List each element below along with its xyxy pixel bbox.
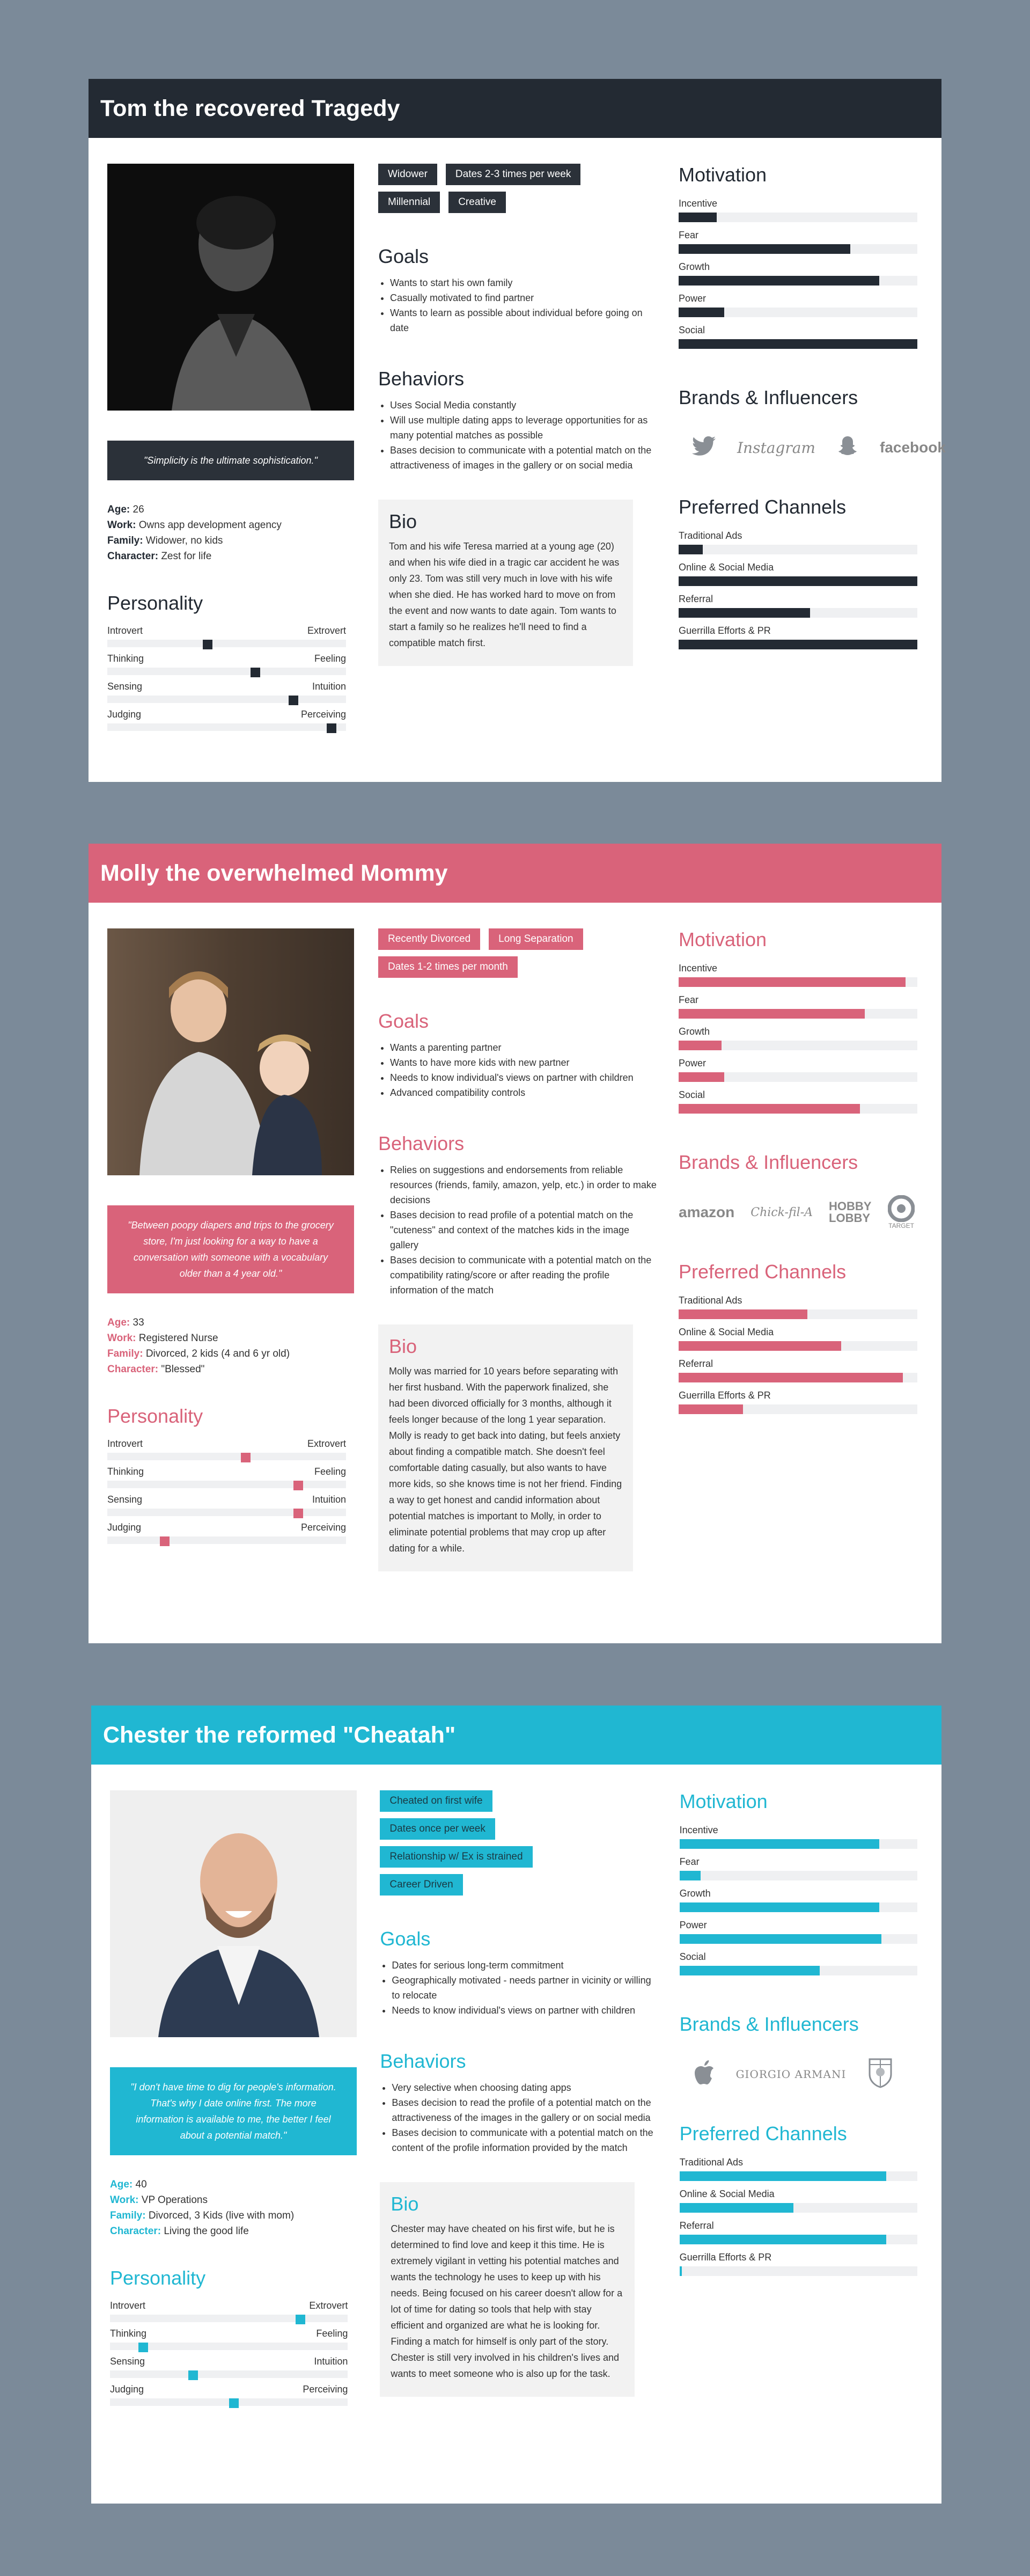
behaviors-heading: Behaviors [380,2050,466,2072]
behaviors-heading: Behaviors [378,1132,465,1154]
persona-photo [110,1790,357,2037]
bio-heading: Bio [389,510,417,532]
personality-scale [107,1494,357,1522]
motivation-bars [680,1825,917,1975]
list-item: • Advanced compatibility controls [390,1085,657,1100]
persona-facts [110,2177,358,2239]
brand-logos [692,421,946,474]
bar-label: Power [679,1920,707,1930]
list-item: • Bases decision to read the profile of a potential match on the attractiveness of the images in the gallery or on social media [392,2095,658,2125]
personality-scale [107,625,357,653]
bar-label: Traditional Ads [679,530,742,541]
bar-label: Guerrilla Efforts & PR [679,625,771,636]
bar-fill [680,1966,820,1975]
bar-track [679,1404,917,1414]
bar-fill [679,640,917,649]
brand-hobby-lobby: HOBBY LOBBY [829,1199,872,1225]
fact-value: VP Operations [141,2194,208,2206]
list-item: • Bases decision to read profile of a potential match on the "cuteness" and context of the matches kids in the image gallery [390,1208,657,1253]
bar-fill [680,2171,887,2181]
persona-card-molly [89,844,941,1643]
bar-track [679,1104,917,1114]
tag: Millennial [378,192,440,213]
persona-quote: "I don't have time to dig for people's information. That's why I date online first. The more information is available to me, the better I feel about a potential match." [110,2067,357,2155]
brands-heading: Brands & Influencers [679,2013,859,2035]
target-icon [888,1195,915,1222]
bar-track [679,640,917,649]
scale-marker [160,1536,170,1546]
bar-fill [680,1902,879,1912]
bar-fill [680,1839,879,1849]
bar-track [679,1009,917,1019]
bar-fill [680,1934,882,1944]
bar-label: Online & Social Media [679,562,774,573]
scale-right-label: Perceiving [300,1522,346,1533]
bar-track [679,244,917,254]
goals-list [378,1040,657,1100]
scale-marker [293,1481,303,1490]
fact-value: "Blessed" [161,1364,205,1375]
goals-list [380,1958,658,2018]
fact-key: Character: [107,551,159,562]
scale-track [107,1481,346,1488]
list-item: • Relies on suggestions and endorsements from reliable resources (friends, family, amazon, yelp, etc.) in order to make decisions [390,1162,657,1208]
list-item: • Dates for serious long-term commitment [392,1958,658,1973]
motivation-heading: Motivation [679,928,767,950]
motivation-bar [679,293,917,317]
scale-marker [293,1509,303,1518]
channel-bar [680,2252,917,2276]
tag: Career Driven [380,1874,462,1896]
behaviors-list [380,2080,658,2155]
tag: Dates 2-3 times per week [446,164,580,185]
fact-value: Zest for life [161,551,212,562]
list-item: • Wants to have more kids with new partner [390,1055,657,1070]
scale-left-label: Sensing [107,681,143,692]
bar-fill [679,308,724,317]
motivation-bar [679,1058,917,1082]
bar-label: Fear [679,994,699,1005]
scale-marker [296,2315,305,2324]
personality-scale [110,2384,358,2412]
motivation-bars [679,198,917,349]
fact-value: Living the good life [164,2226,249,2237]
personality-scales [110,2300,358,2412]
bar-label: Traditional Ads [679,2157,743,2168]
personality-scale [107,1466,357,1494]
bar-label: Online & Social Media [679,1327,774,1337]
brand-giorgio-armani: GIORGIO ARMANI [735,2068,847,2081]
scale-left-label: Judging [107,709,142,720]
fact-key: Age: [107,1317,130,1328]
apple-icon [693,2060,715,2089]
motivation-bar [679,198,917,222]
persona-photo [107,164,354,411]
bar-fill [680,2203,794,2213]
tag: Dates 1-2 times per month [378,956,518,978]
bar-track [680,1871,917,1880]
scale-right-label: Feeling [314,653,346,664]
scale-marker [327,723,336,733]
motivation-bar [680,1856,917,1880]
scale-right-label: Extrovert [307,625,346,636]
motivation-bars [679,963,917,1114]
brand-target-label: TARGET [888,1222,914,1230]
brand-target [888,1195,915,1230]
bar-track [679,576,917,586]
bar-label: Incentive [679,963,718,974]
goals-list [378,275,657,335]
bar-fill [679,276,879,286]
motivation-bar [679,230,917,254]
scale-right-label: Intuition [312,681,346,692]
bar-label: Social [679,325,705,335]
bio-heading: Bio [389,1335,417,1357]
bar-track [679,339,917,349]
channel-bars [679,530,917,649]
fact-value: Divorced, 3 Kids (live with mom) [148,2210,295,2221]
bar-fill [680,2266,682,2276]
persona-title: Chester the reformed "Cheatah" [91,1706,941,1765]
bar-track [680,1966,917,1975]
porsche-crest-icon [867,2057,893,2092]
scale-track [107,1536,346,1544]
list-item: • Bases decision to communicate with a potential match on the compatibility rating/score or after reading the profile information of the match [390,1253,657,1298]
bio-text: Chester may have cheated on his first wife, but he is determined to find love and keep it this time. He is extremely vigilant in vetting his potential matches and wants the technology he uses to keep up with his needs. Being focused on his career doesn't allow for a lot of time for dating so tools that help with stay efficient and organized are what he is looking for. Finding a match for himself is only part of the story. Chester is still very involved in his children's lives and wants to meet someone who is also up for the task. [391,2223,623,2379]
scale-track [110,2370,348,2378]
bar-track [680,2266,917,2276]
bar-track [679,1373,917,1382]
channel-bar [680,2220,917,2244]
bar-fill [680,2235,887,2244]
scale-left-label: Introvert [110,2300,146,2311]
scale-marker [229,2398,239,2408]
scale-right-label: Extrovert [307,1438,346,1449]
fact-key: Age: [110,2179,133,2190]
scale-right-label: Feeling [314,1466,346,1477]
fact-value: 40 [135,2179,147,2190]
goals-heading: Goals [378,1010,429,1032]
brand-logos [679,1185,917,1239]
fact-key: Family: [110,2210,146,2221]
bar-track [680,1902,917,1912]
list-item: • Bases decision to communicate with a potential match on the attractiveness of images in the gallery or on social media [390,443,657,473]
fact-value: Registered Nurse [138,1333,218,1344]
motivation-bar [680,1920,917,1944]
scale-left-label: Thinking [107,653,144,664]
fact-key: Family: [107,535,143,546]
bar-fill [679,1104,860,1114]
bar-label: Power [679,1058,707,1069]
fact-key: Age: [107,504,130,515]
behaviors-heading: Behaviors [378,368,465,390]
scale-left-label: Introvert [107,625,143,636]
bar-track [680,2203,917,2213]
persona-title: Molly the overwhelmed Mommy [89,844,941,903]
persona-title: Tom the recovered Tragedy [89,79,941,138]
bio-text: Molly was married for 10 years before separating with her first husband. With the paperwork finalized, she had been divorced officially for 3 months, although it feels longer because of the long 1 year separation. Molly is ready to get back into dating, but feels anxiety about finding a compatible match. She doesn't feel comfortable dating casually, but also wants to have more kids, so she knows time is not her friend. Finding a way to get honest and candid information about potential matches is important to Molly, in order to eliminate potential problems that may crop up after dating for a while. [389,1366,622,1554]
brands-heading: Brands & Influencers [679,1151,858,1173]
bar-label: Social [679,1089,705,1100]
bar-label: Incentive [679,198,718,209]
bar-fill [679,1341,841,1351]
bio-box [380,2182,635,2397]
scale-track [107,668,346,675]
behaviors-list [378,398,657,473]
scale-marker [203,640,212,649]
snapchat-icon [837,435,858,460]
bio-box [378,1324,633,1571]
fact-key: Family: [107,1348,143,1359]
brand-amazon: amazon [679,1204,735,1220]
motivation-bar [679,325,917,349]
persona-card-tom [89,79,946,782]
fact-key: Character: [107,1364,159,1375]
personality-heading: Personality [107,592,203,614]
bar-label: Fear [679,230,699,240]
fact-value: Owns app development agency [138,519,282,531]
personality-scale [110,2328,358,2356]
fact-value: Divorced, 2 kids (4 and 6 yr old) [145,1348,290,1359]
bar-track [679,1309,917,1319]
scale-right-label: Intuition [312,1494,346,1505]
bar-track [680,2235,917,2244]
scale-right-label: Intuition [314,2356,348,2367]
tag: Recently Divorced [378,928,480,950]
scale-track [107,1509,346,1516]
scale-left-label: Judging [110,2384,144,2395]
bar-label: Guerrilla Efforts & PR [679,1390,771,1401]
motivation-heading: Motivation [679,164,767,186]
list-item: • Needs to know individual's views on partner with children [390,1070,657,1085]
list-item: • Very selective when choosing dating apps [392,2080,658,2095]
bar-label: Online & Social Media [679,2189,775,2199]
scale-marker [251,668,260,677]
fact-value: 26 [133,504,144,515]
list-item: • Wants a parenting partner [390,1040,657,1055]
channels-heading: Preferred Channels [679,1261,847,1283]
motivation-bar [680,1825,917,1849]
bar-track [679,276,917,286]
bar-label: Growth [679,261,710,272]
channel-bar [680,2157,917,2181]
channel-bar [679,1390,917,1414]
scale-marker [241,1453,251,1462]
bar-fill [679,1404,743,1414]
bar-track [679,213,917,222]
personality-scale [107,653,357,681]
personality-scale [107,1438,357,1466]
personality-heading: Personality [107,1405,203,1427]
list-item: • Needs to know individual's views on partner with children [392,2003,658,2018]
persona-facts [107,502,357,564]
bar-fill [679,213,717,222]
bio-box [378,500,633,666]
bar-track [679,1072,917,1082]
motivation-bar [680,1951,917,1975]
goals-heading: Goals [378,245,429,267]
scale-right-label: Perceiving [300,709,346,720]
persona-tags [378,164,641,213]
bar-label: Growth [679,1026,710,1037]
goals-heading: Goals [380,1928,431,1950]
fact-key: Character: [110,2226,161,2237]
fact-key: Work: [107,519,136,531]
scale-left-label: Thinking [107,1466,144,1477]
scale-left-label: Sensing [107,1494,143,1505]
bar-label: Referral [679,2220,714,2231]
channel-bar [680,2189,917,2213]
channel-bar [679,594,917,618]
motivation-bar [679,994,917,1019]
persona-quote: "Simplicity is the ultimate sophistication." [107,441,354,480]
persona-quote: "Between poopy diapers and trips to the grocery store, I'm just looking for a way to have a conversation with someone with a vocabulary older than a 4 year old." [107,1205,354,1293]
scale-track [107,696,346,703]
tag: Creative [448,192,506,213]
personality-scale [110,2300,358,2328]
twitter-icon [692,436,716,459]
channel-bar [679,1295,917,1319]
brands-heading: Brands & Influencers [679,386,858,408]
behaviors-list [378,1162,657,1298]
list-item: • Casually motivated to find partner [390,290,657,305]
tag: Relationship w/ Ex is strained [380,1846,532,1868]
channel-bars [680,2157,917,2276]
tag: Dates once per week [380,1818,495,1840]
bio-text: Tom and his wife Teresa married at a young age (20) and when his wife died in a tragic car accident he was only 23. Tom was still very much in love with his wife when she died. He has worked hard to move on from the event and now wants to date again. Tom wants to start a family so he realizes he'll need to find a compatible match first. [389,541,620,648]
scale-left-label: Sensing [110,2356,145,2367]
bar-label: Power [679,293,707,304]
scale-track [110,2315,348,2322]
list-item: • Uses Social Media constantly [390,398,657,413]
personality-scale [107,1522,357,1550]
persona-tags [380,1790,643,1896]
personality-scales [107,625,357,737]
tag: Widower [378,164,437,185]
list-item: • Bases decision to communicate with a potential match on the content of the profile information provided by the match [392,2125,658,2155]
scale-marker [188,2370,198,2380]
bar-label: Fear [679,1856,700,1867]
bar-track [679,608,917,618]
bar-fill [679,545,703,554]
scale-track [107,640,346,647]
bar-fill [679,608,810,618]
bar-label: Social [679,1951,706,1962]
bar-track [679,1041,917,1050]
bar-label: Traditional Ads [679,1295,742,1306]
channels-heading: Preferred Channels [679,496,847,518]
bar-fill [679,1072,724,1082]
scale-track [107,1453,346,1460]
bar-track [679,1341,917,1351]
channel-bar [679,530,917,554]
brand-logos [693,2047,917,2101]
motivation-heading: Motivation [679,1790,768,1812]
personality-scale [107,681,357,709]
bar-track [680,1839,917,1849]
bar-fill [679,977,906,987]
bar-label: Referral [679,594,713,604]
brand-chick-fil-a: Chick-fil-A [751,1205,813,1219]
bar-label: Referral [679,1358,713,1369]
fact-value: Widower, no kids [145,535,223,546]
bar-label: Guerrilla Efforts & PR [679,2252,772,2263]
motivation-bar [679,1089,917,1114]
personality-heading: Personality [110,2267,206,2289]
motivation-bar [679,1026,917,1050]
list-item: • Wants to start his own family [390,275,657,290]
channel-bar [679,1358,917,1382]
scale-track [107,723,346,731]
brand-facebook: facebook [879,439,946,456]
bar-track [679,308,917,317]
bar-fill [679,576,917,586]
tag: Long Separation [489,928,583,950]
channel-bars [679,1295,917,1414]
channels-heading: Preferred Channels [679,2123,847,2145]
bar-track [679,977,917,987]
bar-fill [679,339,917,349]
bar-fill [679,1309,807,1319]
scale-marker [138,2343,148,2352]
tag: Cheated on first wife [380,1790,492,1812]
bar-fill [679,1373,903,1382]
channel-bar [679,1327,917,1351]
bar-fill [679,1041,722,1050]
scale-marker [289,696,298,705]
bar-fill [679,1009,865,1019]
bio-heading: Bio [391,2193,419,2215]
fact-value: 33 [133,1317,144,1328]
scale-left-label: Judging [107,1522,142,1533]
bar-track [680,1934,917,1944]
list-item: • Will use multiple dating apps to leverage opportunities for as many potential matches as possible [390,413,657,443]
bar-label: Incentive [679,1825,718,1835]
scale-right-label: Perceiving [303,2384,348,2395]
channel-bar [679,562,917,586]
bar-track [679,545,917,554]
scale-right-label: Feeling [316,2328,348,2339]
bar-track [680,2171,917,2181]
scale-right-label: Extrovert [309,2300,348,2311]
channel-bar [679,625,917,649]
fact-key: Work: [107,1333,136,1344]
personality-scale [110,2356,358,2384]
bar-fill [679,244,850,254]
brand-instagram: Instagram [737,438,815,457]
scale-left-label: Thinking [110,2328,147,2339]
motivation-bar [679,261,917,286]
personality-scale [107,709,357,737]
fact-key: Work: [110,2194,139,2206]
persona-photo [107,928,354,1175]
scale-left-label: Introvert [107,1438,143,1449]
bar-fill [680,1871,701,1880]
list-item: • Wants to learn as possible about individual before going on date [390,305,657,335]
persona-tags [378,928,641,978]
list-item: • Geographically motivated - needs partner in vicinity or willing to relocate [392,1973,658,2003]
personality-scales [107,1438,357,1550]
bar-label: Growth [679,1888,711,1899]
persona-card-chester [91,1706,941,2504]
motivation-bar [679,963,917,987]
persona-facts [107,1315,357,1377]
motivation-bar [680,1888,917,1912]
